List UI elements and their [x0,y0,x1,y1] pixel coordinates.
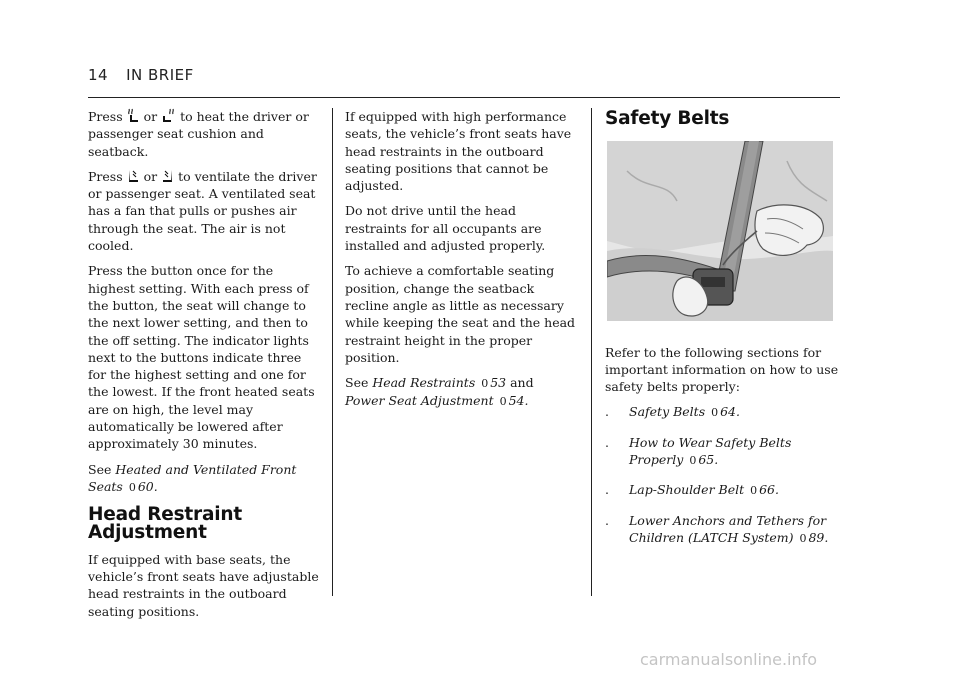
safety-belts-list [605,403,841,547]
heated-seat-driver-icon [128,108,139,124]
section-title: IN BRIEF [126,66,194,84]
page-reference[interactable]: 64. [720,404,740,420]
bullet-icon: . [605,434,609,450]
page-reference[interactable]: 89. [808,529,829,545]
page-reference[interactable]: 54. [508,393,529,409]
page-arrow-icon: 0 [689,454,697,468]
list-item [605,481,841,499]
page-reference[interactable]: 65. [698,452,719,468]
safety-belt-buckle-illustration [607,141,833,321]
cross-reference-link[interactable]: Safety Belts [629,404,706,420]
header-rule [88,97,840,98]
see-head-restraints-reference: See Head Restraints 0 53 and Power Seat Adjustment 0 54. [345,375,534,409]
head-restraint-heading: Head Restraint Adjustment [88,504,243,543]
column-divider-2 [591,108,592,596]
page-arrow-icon: 0 [799,531,807,545]
safety-belts-heading: Safety Belts [605,108,730,129]
heated-seat-passenger-icon [162,108,175,124]
page-number: 14 [88,66,109,84]
bullet-icon: . [605,482,609,498]
ventilated-seat-passenger-icon [162,168,173,184]
see-heated-seats-reference: See Heated and Ventilated Front Seats 0 60. [88,461,297,494]
bullet-icon: . [605,512,609,528]
page-header [88,66,212,84]
page-arrow-icon: 0 [128,480,136,494]
performance-seats-paragraph: If equipped with high performance seats, the vehicle’s front seats have head restraints in the outboard seating positions that cannot be adjusted. [345,109,572,194]
cross-reference-link[interactable]: How to Wear Safety Belts Properly [629,434,792,468]
cross-reference-link[interactable]: Power Seat Adjustment [345,393,494,409]
heat-paragraph: Press or to heat the driver or passenger seat cushion and seatback. [88,109,309,159]
watermark: carmanualsonline.info [640,650,818,669]
page-arrow-icon: 0 [750,484,758,498]
cross-reference-link[interactable]: Lower Anchors and Tethers for Children (LATCH System) [629,512,827,545]
bullet-icon: . [605,404,609,420]
cross-reference-link[interactable]: Lap-Shoulder Belt [629,482,745,498]
column-2 [345,108,577,419]
column-3 [605,108,841,559]
page-arrow-icon: 0 [711,406,719,420]
safety-belts-intro: Refer to the following sections for important information on how to use safety belts properly: [605,344,839,395]
column-1 [88,108,320,628]
cross-reference-link[interactable]: Heated and Ventilated Front Seats [88,461,297,494]
comfortable-position-paragraph: To achieve a comfortable seating position, change the seatback recline angle as little as necessary while keeping the seat and the head restraint height in the proper position. [345,263,576,365]
do-not-drive-paragraph: Do not drive until the head restraints for all occupants are installed and adjusted properly. [345,203,546,254]
ventilated-seat-driver-icon [128,168,139,184]
column-divider-1 [332,108,333,596]
list-item [605,512,841,548]
cross-reference-link[interactable]: Head Restraints [372,375,476,391]
page-reference[interactable]: 66. [759,482,779,498]
page-arrow-icon: 0 [499,395,507,409]
vent-paragraph: Press or to ventilate the driver or passenger seat. A ventilated seat has a fan that pulls or pushes air through the seat. The air is not cooled. [88,168,317,254]
base-seats-paragraph: If equipped with base seats, the vehicle’s front seats have adjustable head restraints in the outboard seating positions. [88,551,319,619]
settings-paragraph: Press the button once for the highest setting. With each press of the button, the seat will change to the next lower setting, and then to the off setting. The indicator lights next to the buttons indicate three for the highest setting and one for the lowest. If the front heated seats are on high, the level may automatically be lowered after approximately 30 minutes. [88,263,315,452]
page-arrow-icon: 0 [481,377,489,391]
page-reference[interactable]: 53 [490,375,507,391]
page-reference[interactable]: 60. [137,478,158,494]
list-item [605,434,841,470]
list-item [605,403,841,421]
